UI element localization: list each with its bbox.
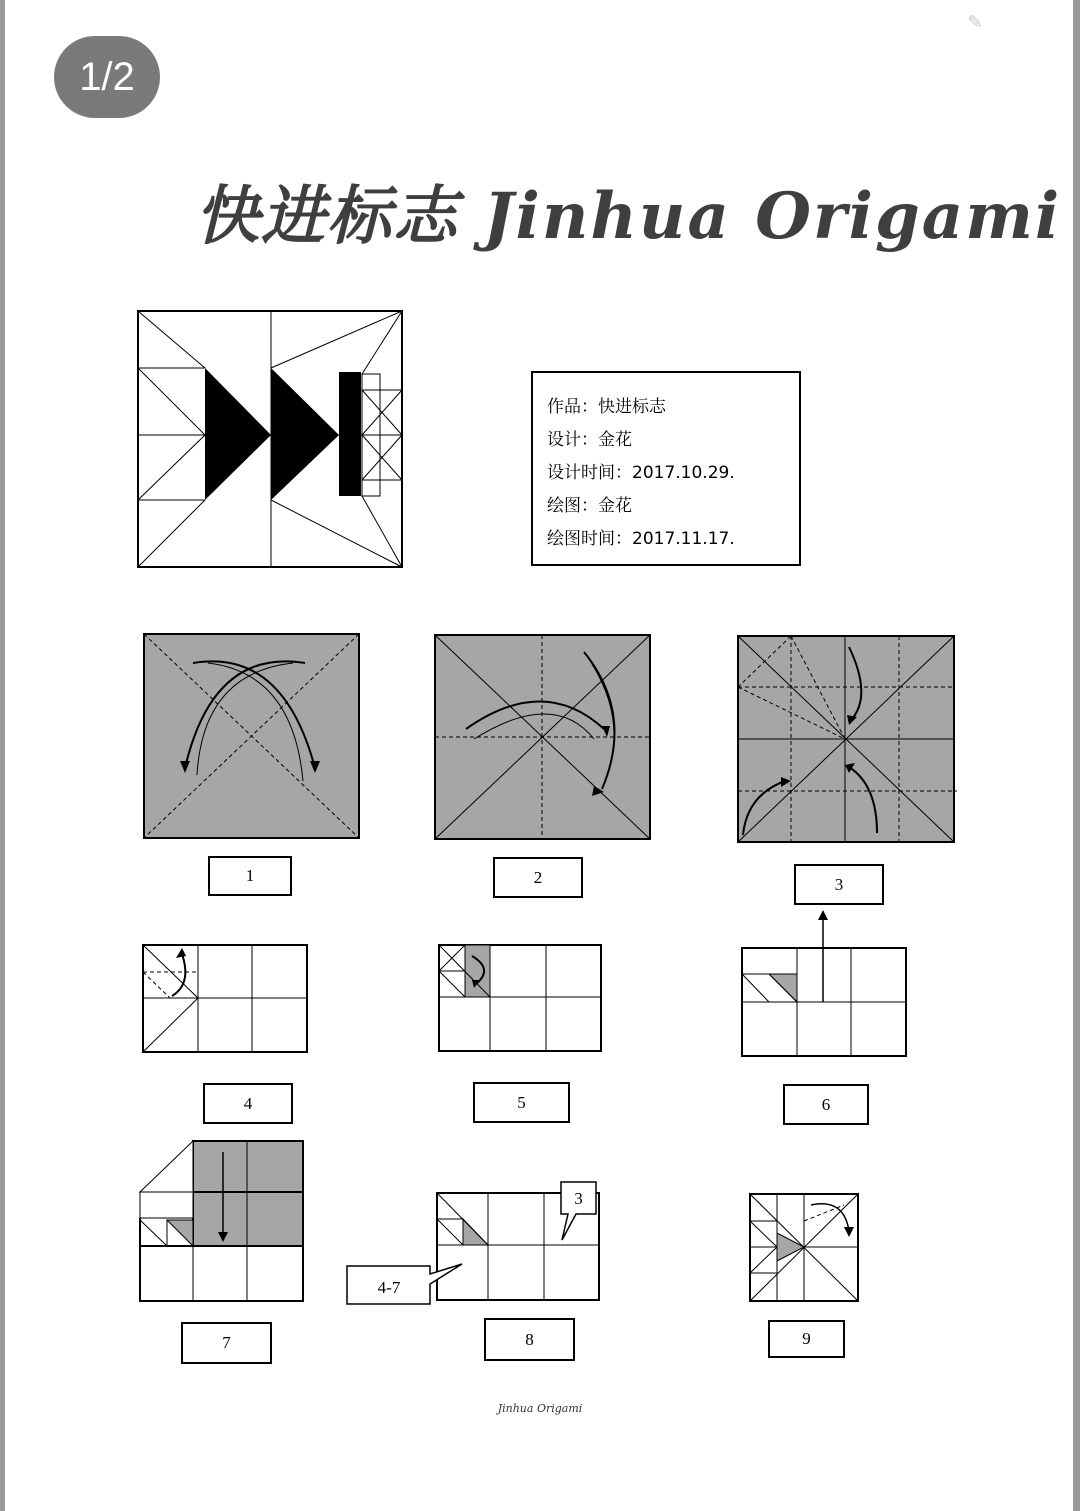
step-1-diagram — [143, 633, 360, 839]
step-3-label: 3 — [794, 864, 884, 905]
footer-signature: Jinhua Origami — [497, 1402, 583, 1415]
step-7-diagram — [139, 1140, 305, 1303]
step-5-label: 5 — [473, 1082, 570, 1123]
info-work: 作品：快进标志 — [547, 397, 666, 417]
step-8-callout-3-text: 3 — [574, 1189, 583, 1208]
step-3-diagram — [737, 635, 955, 845]
step-9-label: 9 — [768, 1320, 845, 1358]
step-8-callout-4-7-text: 4-7 — [377, 1278, 401, 1297]
info-design-date: 设计时间：2017.10.29. — [547, 463, 735, 483]
info-drawing-date: 绘图时间：2017.11.17. — [547, 529, 735, 549]
step-9-diagram — [749, 1193, 860, 1303]
step-2-label: 2 — [493, 857, 583, 898]
crease-pattern-diagram — [137, 310, 403, 568]
info-illustrator: 绘图：金花 — [547, 496, 632, 516]
page-indicator: 1/2 — [54, 36, 160, 118]
page-title: 快进标志 Jinhua Origami — [195, 179, 1062, 254]
page-border-left — [0, 0, 5, 1511]
annotation-icon[interactable]: ✎ — [967, 12, 983, 33]
step-6-diagram — [741, 908, 907, 1058]
step-4-diagram — [142, 944, 308, 1054]
info-box — [531, 371, 801, 566]
step-7-label: 7 — [181, 1322, 272, 1364]
step-5-diagram — [438, 944, 602, 1053]
step-6-label: 6 — [783, 1084, 869, 1125]
step-8-label: 8 — [484, 1318, 575, 1361]
step-1-label: 1 — [208, 856, 292, 896]
step-2-diagram — [434, 634, 651, 840]
page-border-right — [1073, 0, 1080, 1511]
info-designer: 设计：金花 — [547, 430, 632, 450]
step-4-label: 4 — [203, 1083, 293, 1124]
